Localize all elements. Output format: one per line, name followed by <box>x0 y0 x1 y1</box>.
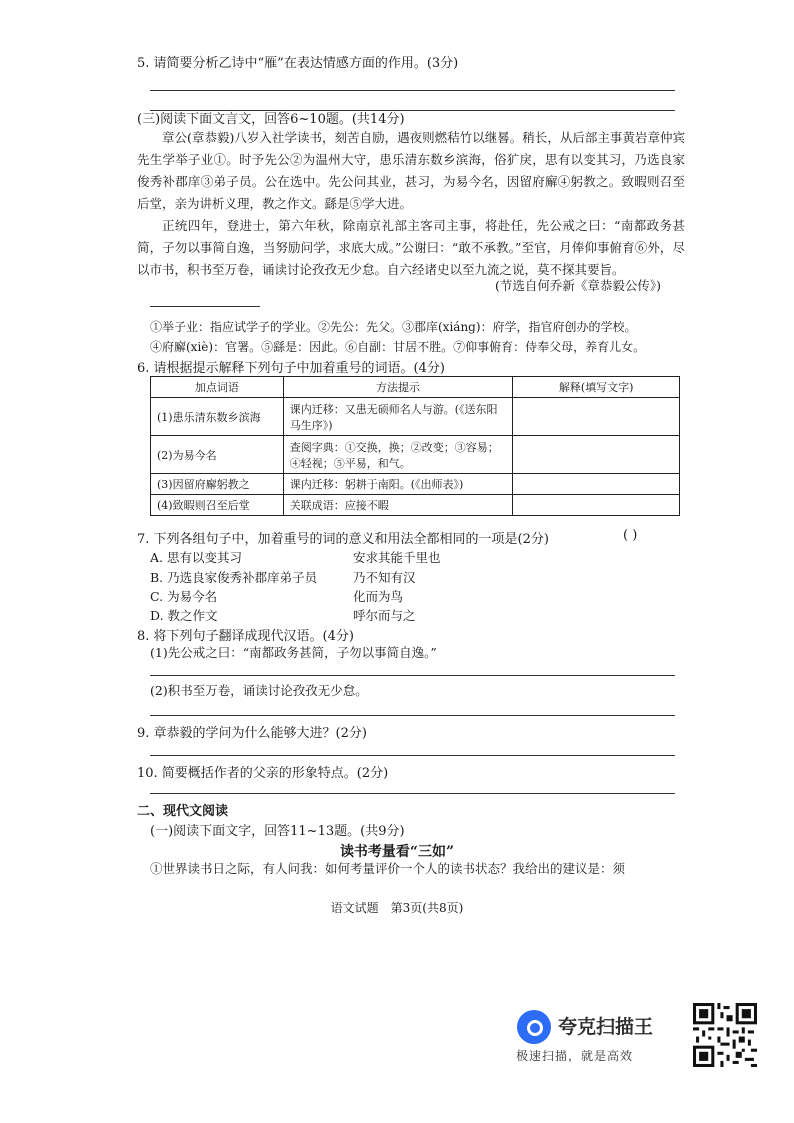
passage-paragraph-2: 正统四年，登进士，第六年秋，除南京礼部主客司主事，将赴任，先公戒之曰：“南都政务甚简，子勿以事简自逸，当努励问学，求底大成。”公谢曰：“敢不承教。”至官，月俸仰事俯育⑥外，尽以市书，积书至万卷，诵读讨论孜孜无少怠。自六经诸史以至九流之说，莫不探其要旨。 <box>137 218 685 277</box>
part2-subheading: (一)阅读下面文字，回答11~13题。(共9分) <box>150 824 405 839</box>
question-6: 6. 请根据提示解释下列句子中加着重号的词语。(4分) <box>137 361 445 376</box>
answer-line <box>150 90 675 91</box>
table-header: 方法提示 <box>283 377 513 398</box>
table-header-row <box>151 377 680 398</box>
table-row <box>151 436 680 474</box>
passage-source: (节选自何乔新《章恭毅公传》) <box>495 278 662 293</box>
answer-line <box>150 715 675 716</box>
table-cell-answer[interactable] <box>513 398 680 436</box>
answer-line <box>150 675 675 676</box>
footnote-line-1: ①举子业：指应试学子的学业。②先公：先父。③郡庠(xiáng)：府学，指官府创办的学校。 <box>150 320 637 334</box>
option-d-left: D. 教之作文 <box>150 608 218 623</box>
table-cell-hint: 课内迁移：躬耕于南阳。(《出师表》) <box>283 474 513 495</box>
option-row-c <box>150 587 404 605</box>
option-row-d <box>150 606 416 624</box>
question-8-part-1: (1)先公戒之曰：“南都政务甚简，子勿以事简自逸。” <box>150 645 437 660</box>
table-cell-phrase: (2)为易今名 <box>151 436 284 474</box>
option-b-right: 乃不知有汉 <box>353 570 416 585</box>
question-8-part-2: (2)积书至万卷，诵读讨论孜孜无少怠。 <box>150 683 368 698</box>
option-a-left: A. 思有以变其习 <box>150 550 242 565</box>
table-cell-phrase: (3)因留府廨躬教之 <box>151 474 284 495</box>
part2-heading: 二、现代文阅读 <box>137 804 229 819</box>
answer-line <box>150 755 675 756</box>
option-a-right: 安求其能千里也 <box>353 550 441 565</box>
scanner-slogan: 极速扫描，就是高效 <box>516 1049 634 1063</box>
answer-bracket[interactable]: ( ) <box>623 528 638 543</box>
table-cell-answer[interactable] <box>513 474 680 495</box>
table-cell-answer[interactable] <box>513 495 680 516</box>
footnote-divider <box>150 306 260 307</box>
option-c-left: C. 为易今名 <box>150 589 218 604</box>
page-footer: 语文试题 第3页(共8页) <box>330 901 464 915</box>
article-paragraph-1: ①世界读书日之际，有人问我：如何考量评价一个人的读书状态？我给出的建议是：须 <box>150 861 626 876</box>
option-row-b <box>150 568 416 586</box>
table-cell-phrase: (4)致暇则召至后堂 <box>151 495 284 516</box>
table-header: 加点词语 <box>151 377 284 398</box>
table-cell-hint: 课内迁移：又患无硕师名人与游。(《送东阳马生序》) <box>283 398 513 436</box>
table-row <box>151 474 680 495</box>
table-row <box>151 495 680 516</box>
section3-heading: (三)阅读下面文言文，回答6~10题。(共14分) <box>137 112 405 127</box>
option-b-left: B. 乃选良家俊秀补郡庠弟子员 <box>150 570 318 585</box>
scanner-logo-icon <box>517 1010 551 1044</box>
question-7: 7. 下列各组句子中，加着重号的词的意义和用法全都相同的一项是(2分) <box>137 532 549 547</box>
table-header: 解释(填写文字) <box>513 377 680 398</box>
table-cell-phrase: (1)患乐清东数乡滨海 <box>151 398 284 436</box>
option-c-right: 化而为鸟 <box>353 589 404 604</box>
question-5: 5. 请简要分析乙诗中“雁”在表达情感方面的作用。(3分) <box>137 56 459 71</box>
article-title: 读书考量看“三如” <box>339 844 455 860</box>
table-row <box>151 398 680 436</box>
question-10: 10. 简要概括作者的父亲的形象特点。(2分) <box>137 766 389 781</box>
option-d-right: 呼尔而与之 <box>353 608 416 623</box>
vocab-table <box>150 376 680 516</box>
question-9: 9. 章恭毅的学问为什么能够大进？(2分) <box>137 726 367 741</box>
scanner-brand-name: 夸克扫描王 <box>558 1016 654 1038</box>
table-cell-hint: 查阅字典：①交换，换；②改变；③容易；④轻视；⑤平易，和气。 <box>283 436 513 474</box>
footnote-line-2: ④府廨(xiè)：官署。⑤繇是：因此。⑥自副：甘居不胜。⑦仰事俯育：侍奉父母，养育儿女。 <box>150 340 646 354</box>
option-row-a <box>150 548 441 566</box>
table-cell-answer[interactable] <box>513 436 680 474</box>
scanner-watermark <box>512 1005 682 1065</box>
table-cell-hint: 关联成语：应接不暇 <box>283 495 513 516</box>
passage-paragraph-1: 章公(章恭毅)八岁入社学读书，刻苦自励，遇夜则燃秸竹以继晷。稍长，从后部主事黄岩章仲宾先生学举子业①。时予先公②为温州大守，患乐清东数乡滨海，俗犷戾，思有以变其习，乃选良家俊秀补郡庠③弟子员。公在选中。先公问其业，甚习，为易今名，因留府廨④躬教之。致暇则召至后堂，亲为讲析义理，教之作文。繇是⑤学大进。 <box>137 130 685 211</box>
question-8: 8. 将下列句子翻译成现代汉语。(4分) <box>137 629 354 644</box>
answer-line <box>150 793 675 794</box>
qr-code-icon <box>693 1003 757 1067</box>
